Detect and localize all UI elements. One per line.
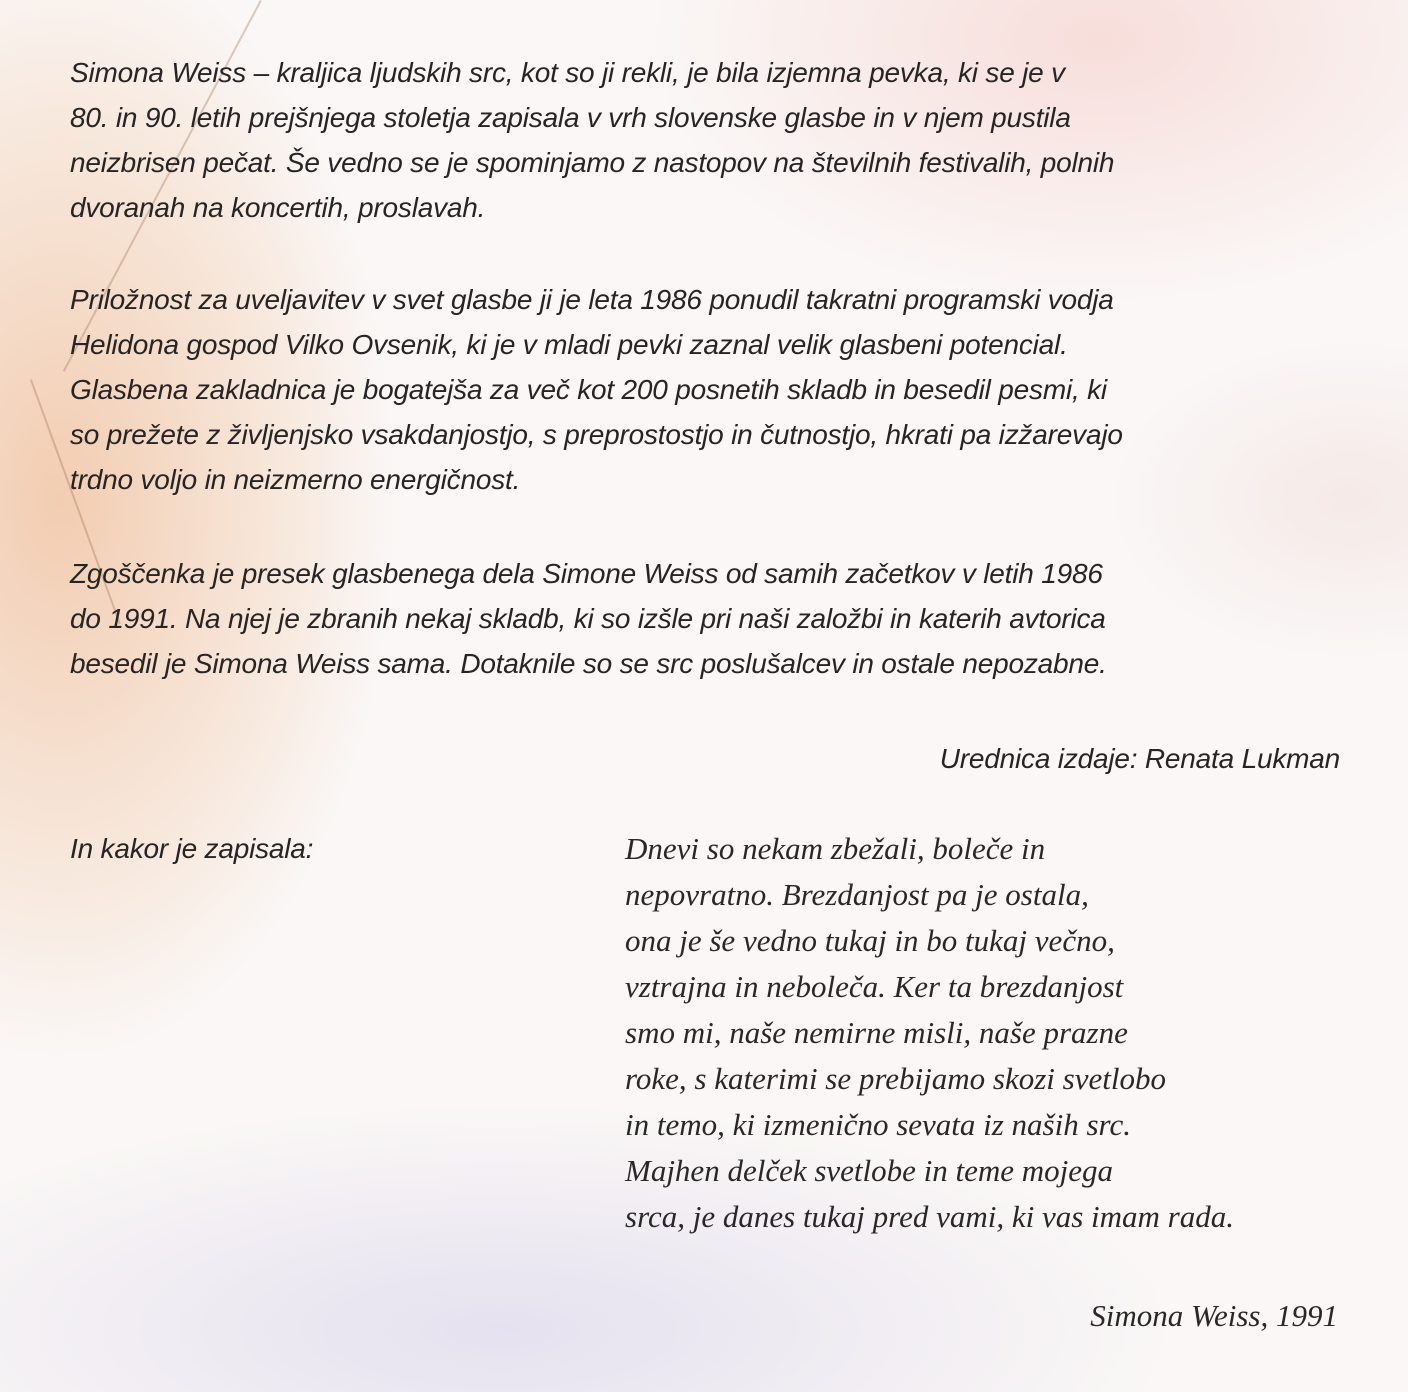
text-line: dvoranah na koncertih, proslavah.	[70, 192, 486, 223]
editor-credit: Urednica izdaje: Renata Lukman	[939, 743, 1340, 774]
text-line: so prežete z življenjsko vsakdanjostjo, s preprostostjo in čutnostjo, hkrati pa izžarevajo	[70, 419, 1123, 450]
text-line: besedil je Simona Weiss sama. Dotaknile so se src poslušalcev in ostale nepozabne.	[70, 648, 1107, 679]
poem-line: nepovratno. Brezdanjost pa je ostala,	[625, 877, 1089, 912]
text-line: Simona Weiss – kraljica ljudskih src, kot so ji rekli, je bila izjemna pevka, ki se je v	[70, 57, 1065, 88]
poem-line: smo mi, naše nemirne misli, naše prazne	[625, 1015, 1128, 1050]
text-line: neizbrisen pečat. Še vedno se je spominjamo z nastopov na številnih festivalih, polnih	[70, 147, 1115, 178]
poem-line: srca, je danes tukaj pred vami, ki vas imam rada.	[625, 1199, 1234, 1234]
text-line: do 1991. Na njej je zbranih nekaj skladb, ki so izšle pri naši založbi in katerih avtorica	[70, 603, 1106, 634]
text-line: trdno voljo in neizmerno energičnost.	[70, 464, 521, 495]
text-line: Helidona gospod Vilko Ovsenik, ki je v mladi pevki zaznal velik glasbeni potencial.	[70, 329, 1068, 360]
text-line: Glasbena zakladnica je bogatejša za več kot 200 posnetih skladb in besedil pesmi, ki	[70, 374, 1107, 405]
text-line: Zgoščenka je presek glasbenega dela Simone Weiss od samih začetkov v letih 1986	[70, 558, 1103, 589]
poem-line: vztrajna in neboleča. Ker ta brezdanjost	[625, 969, 1124, 1004]
poem-line: roke, s katerimi se prebijamo skozi svetlobo	[625, 1061, 1166, 1096]
poem-line: ona je še vedno tukaj in bo tukaj večno,	[625, 923, 1115, 958]
poem-line: in temo, ki izmenično sevata iz naših src.	[625, 1107, 1131, 1142]
poem-line: Dnevi so nekam zbežali, boleče in	[625, 831, 1046, 866]
leaf-decoration	[63, 0, 262, 372]
text-line: 80. in 90. letih prejšnjega stoletja zapisala v vrh slovenske glasbe in v njem pustila	[70, 102, 1071, 133]
text-line: Priložnost za uveljavitev v svet glasbe ji je leta 1986 ponudil takratni programski vodja	[70, 284, 1114, 315]
poem-signature: Simona Weiss, 1991	[1090, 1298, 1338, 1333]
poem-line: Majhen delček svetlobe in teme mojega	[625, 1153, 1114, 1188]
poem-intro-label: In kakor je zapisala:	[70, 833, 314, 864]
